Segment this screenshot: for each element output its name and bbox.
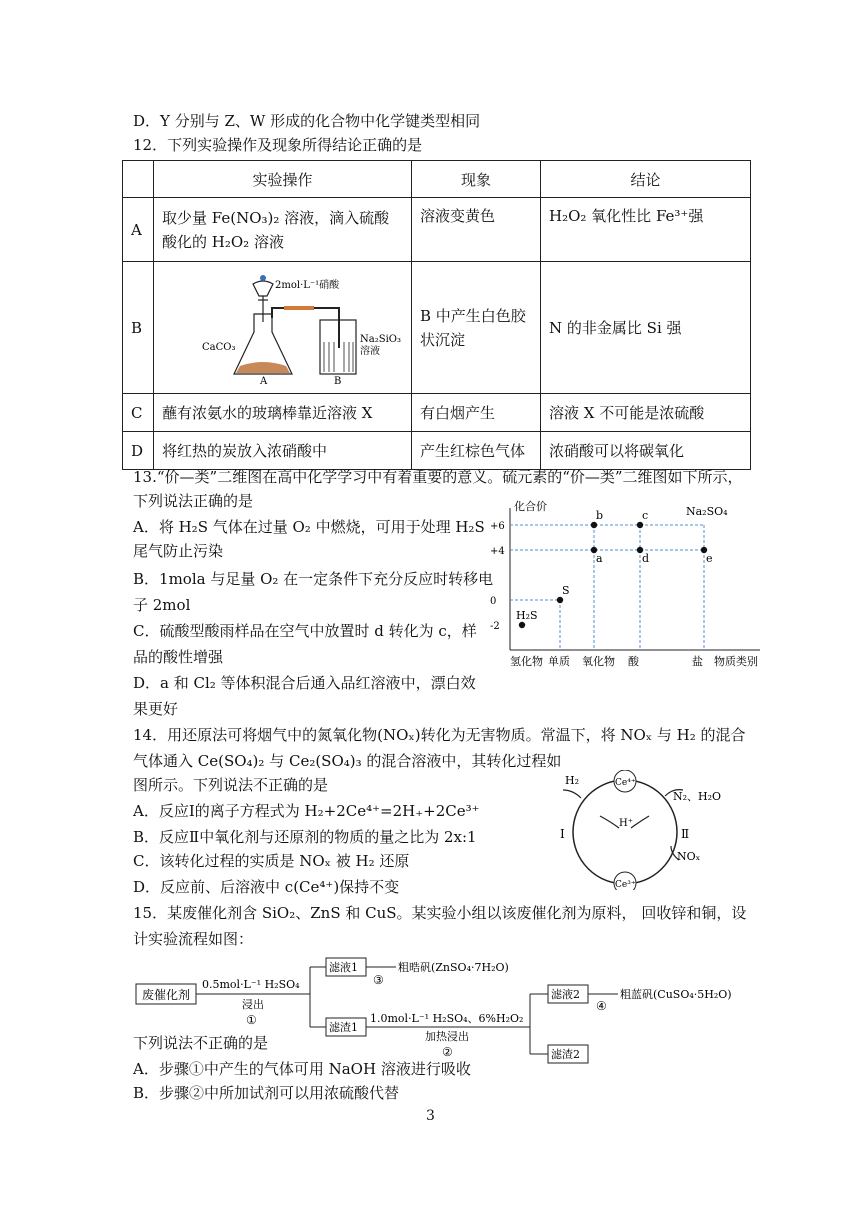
y-axis-label: 化合价 bbox=[514, 500, 547, 513]
page-number: 3 bbox=[426, 1108, 435, 1124]
table-corner bbox=[123, 161, 154, 198]
data-label: b bbox=[596, 509, 604, 522]
q14-option-b: B．反应Ⅱ中氧化剂与还原剂的物质的量之比为 2x:1 bbox=[133, 828, 477, 846]
q15-option-b: B．步骤②中所加试剂可以用浓硫酸代替 bbox=[133, 1084, 400, 1102]
flow-residue-1: 滤渣1 bbox=[329, 1021, 358, 1034]
row-label: B bbox=[123, 262, 154, 394]
data-label: d bbox=[642, 552, 650, 565]
flow-reagent-2: 1.0mol·L⁻¹ H₂SO₄、6%H₂O₂ bbox=[370, 1012, 524, 1025]
q13-stem-2: 下列说法正确的是 bbox=[133, 492, 254, 510]
q13-option-b-2: 子 2mol bbox=[133, 596, 191, 614]
row-label: A bbox=[123, 198, 154, 262]
header-conclusion: 结论 bbox=[541, 161, 751, 198]
row-operation: 取少量 Fe(NO₃)₂ 溶液，滴入硫酸酸化的 H₂O₂ 溶液 bbox=[154, 198, 412, 262]
row-operation: 将红热的炭放入浓硝酸中 bbox=[154, 432, 412, 470]
flow-num-2: ② bbox=[442, 1045, 453, 1059]
data-label: e bbox=[706, 552, 713, 565]
reaction-i-label: I bbox=[560, 827, 565, 841]
data-label: a bbox=[596, 552, 603, 565]
apparatus-cell bbox=[154, 262, 412, 394]
data-point bbox=[557, 597, 563, 603]
flow-product-2: 粗蓝矾(CuSO₄·5H₂O) bbox=[620, 988, 732, 1001]
flow-num-1: ① bbox=[246, 1013, 257, 1027]
na2sio3-label: Na₂SiO₃ bbox=[360, 334, 401, 345]
acid-label: 2mol·L⁻¹硝酸 bbox=[275, 280, 340, 291]
row-phenomenon: 有白烟产生 bbox=[412, 394, 541, 432]
row-conclusion: 浓硝酸可以将碳氧化 bbox=[541, 432, 751, 470]
y-tick-label: -2 bbox=[490, 621, 500, 632]
hplus-label: H⁺ bbox=[619, 818, 633, 829]
products-label: N₂、H₂O bbox=[673, 790, 722, 803]
x-tick-label: 氧化物 bbox=[582, 655, 615, 668]
flow-num-3: ③ bbox=[373, 973, 384, 987]
table-row bbox=[123, 394, 751, 432]
q13-option-d-2: 果更好 bbox=[133, 700, 179, 718]
row-conclusion: N 的非金属比 Si 强 bbox=[541, 262, 751, 394]
flask-a-label: A bbox=[260, 376, 268, 386]
nox-label: NOₓ bbox=[677, 850, 701, 863]
q13-option-c-1: C．硫酸型酸雨样品在空气中放置时 d 转化为 c，样 bbox=[133, 622, 477, 640]
q12-stem: 12．下列实验操作及现象所得结论正确的是 bbox=[133, 136, 423, 154]
row-conclusion: H₂O₂ 氧化性比 Fe³⁺强 bbox=[541, 198, 751, 262]
x-tick-label: 酸 bbox=[628, 655, 639, 668]
row-phenomenon: 产生红棕色气体 bbox=[412, 432, 541, 470]
x-tick-label: 单质 bbox=[548, 655, 570, 668]
table-row bbox=[123, 198, 751, 262]
q14-stem-3: 图所示。下列说法不正确的是 bbox=[133, 776, 329, 794]
x-tick-label: 氢化物 bbox=[510, 655, 543, 668]
table-row bbox=[123, 262, 751, 394]
q13-option-a-1: A．将 H₂S 气体在过量 O₂ 中燃烧，可用于处理 H₂S bbox=[133, 518, 485, 536]
y-tick-label: +6 bbox=[490, 521, 505, 532]
experiment-table bbox=[122, 160, 751, 470]
data-point bbox=[637, 522, 643, 528]
x-axis-label: 物质类别 bbox=[714, 655, 758, 668]
q15-option-a: A．步骤①中产生的气体可用 NaOH 溶液进行吸收 bbox=[133, 1060, 471, 1078]
data-point bbox=[591, 522, 597, 528]
data-point bbox=[519, 622, 525, 628]
process-flowchart bbox=[130, 952, 770, 1072]
q15-stem-3: 下列说法不正确的是 bbox=[133, 1034, 269, 1052]
q14-option-a: A．反应Ⅰ的离子方程式为 H₂+2Ce⁴⁺=2H₊+2Ce³⁺ bbox=[133, 802, 480, 820]
q13-option-a-2: 尾气防止污染 bbox=[133, 542, 224, 560]
q13-option-c-2: 品的酸性增强 bbox=[133, 648, 224, 666]
q13-option-d-1: D．a 和 Cl₂ 等体积混合后通入品红溶液中，漂白效 bbox=[133, 674, 476, 692]
h2-label: H₂ bbox=[565, 774, 580, 787]
ce4-label: Ce⁴⁺ bbox=[615, 778, 636, 788]
flow-filtrate-1: 滤液1 bbox=[329, 961, 358, 974]
q11-option-d: D．Y 分别与 Z、W 形成的化合物中化学键类型相同 bbox=[133, 112, 481, 130]
valence-class-chart bbox=[490, 490, 770, 680]
row-phenomenon: B 中产生白色胶状沉淀 bbox=[412, 262, 541, 394]
row-conclusion: 溶液 X 不可能是浓硫酸 bbox=[541, 394, 751, 432]
data-label: H₂S bbox=[516, 609, 538, 622]
ce-cycle-diagram bbox=[545, 770, 745, 890]
flow-filtrate-2: 滤液2 bbox=[551, 988, 580, 1001]
q14-option-c: C．该转化过程的实质是 NOₓ 被 H₂ 还原 bbox=[133, 852, 410, 870]
q14-stem-1: 14．用还原法可将烟气中的氮氧化物(NOₓ)转化为无害物质。常温下，将 NOₓ 与 H₂ 的混合 bbox=[133, 726, 746, 744]
data-label: c bbox=[642, 509, 649, 522]
row-operation: 蘸有浓氨水的玻璃棒靠近溶液 X bbox=[154, 394, 412, 432]
q14-option-d: D．反应前、后溶液中 c(Ce⁴⁺)保持不变 bbox=[133, 878, 400, 896]
flow-step-1: 浸出 bbox=[242, 998, 264, 1011]
y-tick-label: +4 bbox=[490, 546, 505, 557]
reaction-ii-label: Ⅱ bbox=[681, 827, 690, 841]
table-row bbox=[123, 432, 751, 470]
data-label: S bbox=[562, 584, 570, 597]
flow-num-4: ④ bbox=[596, 999, 607, 1013]
row-label: D bbox=[123, 432, 154, 470]
ce3-label: Ce³⁺ bbox=[615, 880, 636, 890]
y-tick-label: 0 bbox=[490, 596, 497, 607]
q13-option-b-1: B．1mola 与足量 O₂ 在一定条件下充分反应时转移电 bbox=[133, 570, 494, 588]
q15-stem-2: 计实验流程如图： bbox=[133, 930, 254, 948]
apparatus-figure bbox=[154, 262, 409, 386]
solution-label: 溶液 bbox=[360, 346, 380, 357]
salt-label: Na₂SO₄ bbox=[686, 505, 728, 518]
q15-stem-1: 15．某废催化剂含 SiO₂、ZnS 和 CuS。某实验小组以该废催化剂为原料， 回收锌和铜，设 bbox=[133, 904, 747, 922]
flow-reagent-1: 0.5mol·L⁻¹ H₂SO₄ bbox=[202, 978, 300, 991]
x-tick-label: 盐 bbox=[692, 655, 703, 668]
flow-step-2: 加热浸出 bbox=[425, 1030, 469, 1043]
header-operation: 实验操作 bbox=[154, 161, 412, 198]
caco3-label: CaCO₃ bbox=[202, 342, 236, 353]
flow-residue-2: 滤渣2 bbox=[551, 1048, 580, 1061]
header-phenomenon: 现象 bbox=[412, 161, 541, 198]
row-label: C bbox=[123, 394, 154, 432]
flow-product-1: 粗晧矾(ZnSO₄·7H₂O) bbox=[398, 961, 509, 974]
q14-stem-2: 气体通入 Ce(SO₄)₂ 与 Ce₂(SO₄)₃ 的混合溶液中，其转化过程如 bbox=[133, 752, 562, 770]
flow-start: 废催化剂 bbox=[142, 988, 191, 1002]
flask-b-label: B bbox=[334, 376, 342, 386]
q13-stem-1: 13.“价—类”二维图在高中化学学习中有着重要的意义。硫元素的“价—类”二维图如下所示， bbox=[133, 468, 743, 486]
row-phenomenon: 溶液变黄色 bbox=[412, 198, 541, 262]
